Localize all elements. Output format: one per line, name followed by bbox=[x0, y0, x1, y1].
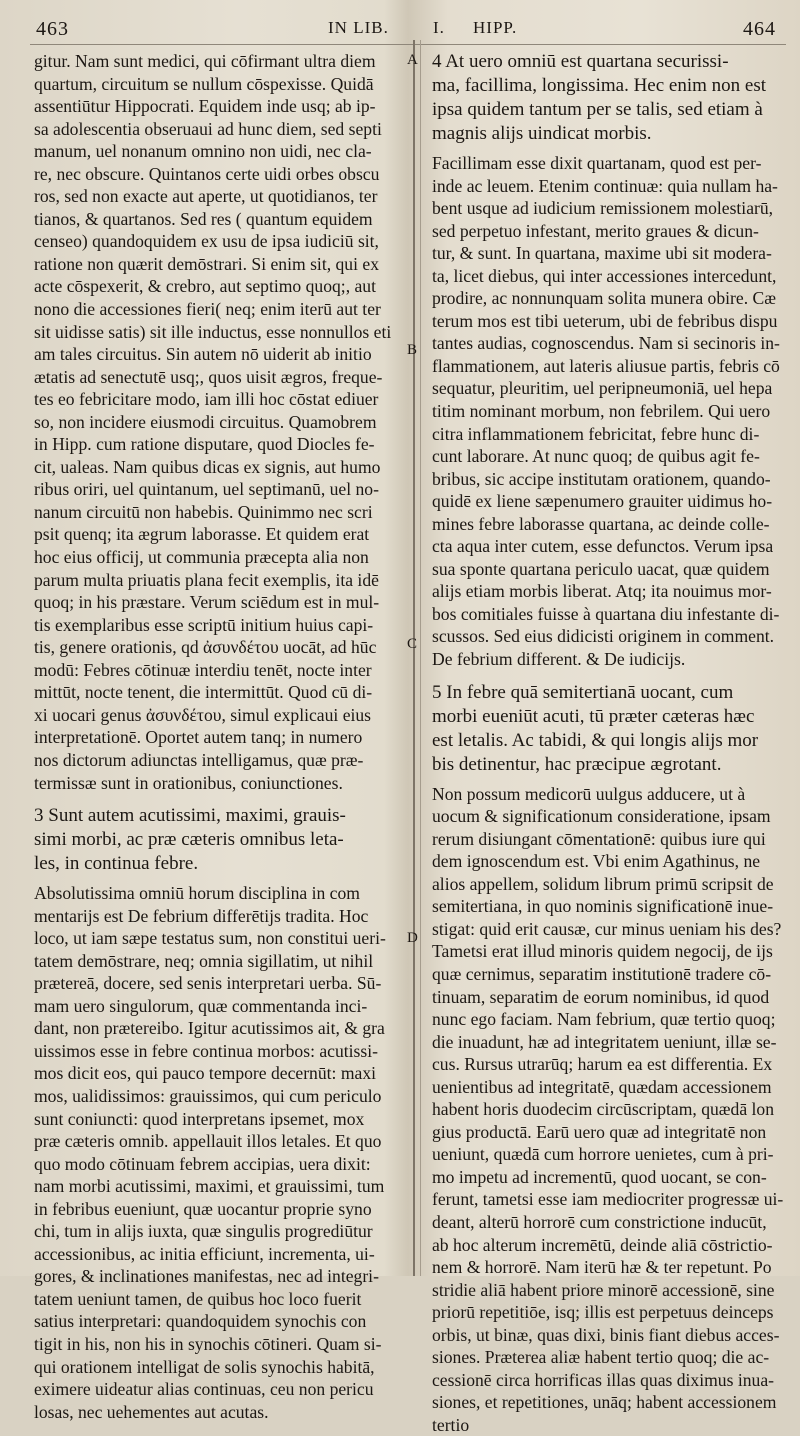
text-line: prodire, ac nonnunquam solita munera obire. Cæ bbox=[432, 288, 776, 309]
text-line: quartum, circuitum se nullum cōspexisse. Quidā bbox=[34, 73, 374, 94]
text-line: ætatis ad senectutē usq;, quos uisit ægros, freque- bbox=[34, 366, 383, 387]
column-divider bbox=[413, 40, 415, 1276]
text-line: gius productā. Earū uero quæ ad integritatē non bbox=[432, 1121, 767, 1142]
text-line: sa adolescentia obseruaui ad hunc diem, sed septi bbox=[34, 118, 382, 139]
text-line: præ cæteris omnib. appellauit illos letales. Et quo bbox=[34, 1131, 382, 1152]
text-line: re, nec obscure. Quintanos certe uidi orbes obscu bbox=[34, 163, 380, 184]
text-line: mos, ualidissimos: grauissimos, qui cum periculo bbox=[34, 1085, 382, 1106]
text-line: Tametsi erat illud minoris quidem negocij, de ijs bbox=[432, 941, 773, 962]
column-divider-inner bbox=[420, 40, 421, 1276]
text-line: De febrium different. & De iudicijs. bbox=[432, 649, 686, 670]
text-line: accessionibus, ac initia efficiunt, incrementa, ui- bbox=[34, 1243, 375, 1264]
text-line: uenientibus ad integritatē, quædam accessionem bbox=[432, 1076, 772, 1097]
text-line: simi morbi, ac præ cæteris omnibus leta- bbox=[34, 829, 344, 851]
running-title-book: I. bbox=[433, 18, 445, 37]
text-line: loco, ut iam sæpe testatus sum, non constitui ueri- bbox=[34, 928, 386, 949]
text-line: mo impetu ad incrementū, quod uocant, se con- bbox=[432, 1166, 767, 1187]
text-line: ab hoc alterum incremētū, deinde aliā cōstrictio- bbox=[432, 1234, 773, 1255]
text-line: magnis alijs uindicat morbis. bbox=[432, 123, 652, 144]
page-number-left: 463 bbox=[36, 18, 69, 40]
text-line: ipsa quidem tantum per se talis, sed etiam à bbox=[432, 99, 763, 120]
text-line: tis exemplaribus esse scriptū initium huius capi- bbox=[34, 614, 374, 635]
text-line: cunt laborare. At nunc quoq; de quibus agit fe- bbox=[432, 446, 760, 467]
text-line: censeo) quandoquidem ex usu de ipsa iudiciū sit, bbox=[34, 231, 379, 252]
text-line: tantes audias, cognoscendus. Nam si secinoris in- bbox=[432, 333, 780, 354]
text-line: 3 Sunt autem acutissimi, maximi, grauis- bbox=[34, 805, 346, 827]
text-line: hoc eius officij, ut communia præcepta alia non bbox=[34, 547, 369, 568]
right-column bbox=[432, 50, 786, 1436]
text-line: nem & horrorē. Nam iterū hæ & ter repetunt. Po bbox=[432, 1257, 772, 1278]
text-line: tur, & sunt. In quartana, maxime ubi sit modera- bbox=[432, 243, 772, 264]
text-line: sed perpetuo infestant, merito graues & dicun- bbox=[432, 220, 759, 241]
text-line: quoq; in his præstare. Verum sciēdum est in mul- bbox=[34, 592, 380, 613]
text-line: stigat: quid erit causæ, cur minus ueniam his des? bbox=[432, 918, 782, 939]
text-line: sunt coniuncti: quod interpretans ipsemet, mox bbox=[34, 1108, 365, 1129]
commentary-block bbox=[432, 152, 786, 671]
left-column bbox=[34, 50, 400, 1423]
text-line: am tales circuitus. Sin autem nō uiderit ab initio bbox=[34, 344, 372, 365]
text-line: bribus, sic accipe institutam orationem, quando- bbox=[432, 468, 771, 489]
header-rule bbox=[30, 44, 786, 45]
text-line: prætereā, docere, sed senis interpretari uerba. Sū- bbox=[34, 973, 382, 994]
running-header bbox=[28, 18, 782, 44]
text-line: nos dictorum adiunctas intelligamus, quæ præ- bbox=[34, 749, 364, 770]
margin-letter: C bbox=[407, 636, 418, 652]
text-line: ueniunt, quædā cum horrore uenietes, cum à pri- bbox=[432, 1144, 774, 1165]
text-line: mentarijs est De febrium differētijs tradita. Hoc bbox=[34, 905, 369, 926]
text-line: termissæ sunt in orationibus, coniunctiones. bbox=[34, 772, 343, 793]
margin-letter: B bbox=[407, 342, 418, 358]
text-line: psit quenq; ita ægrum laborasse. Et quidem erat bbox=[34, 524, 370, 545]
text-line: dant, non prætereibo. Igitur acutissimos ait, & gra bbox=[34, 1018, 385, 1039]
text-line: quo modo cōtinuam febrem accipias, uera dixit: bbox=[34, 1153, 371, 1174]
text-line: gitur. Nam sunt medici, qui cōfirmant ultra diem bbox=[34, 51, 376, 71]
text-line: so, non incidere eiusmodi circuitus. Quamobrem bbox=[34, 411, 377, 432]
running-title: IN LIB. bbox=[328, 18, 389, 37]
text-line: rerum disiungant cōmentationē: quibus iure qui bbox=[432, 828, 766, 849]
text-line: les, in continua febre. bbox=[34, 853, 199, 875]
text-line: cus. Rursus utrarūq; harum ea est differentia. Ex bbox=[432, 1054, 773, 1075]
text-line: sua sponte quartana periculo uacat, quæ quidem bbox=[432, 558, 770, 579]
text-line: ribus oriri, uel quintanum, uel septimanū, uel no- bbox=[34, 479, 379, 500]
text-line: est letalis. Ac tabidi, & qui longis alijs mor bbox=[432, 729, 759, 751]
text-line: gores, & inclinationes manifestas, nec ad integri- bbox=[34, 1266, 379, 1287]
text-line: losas, nec uehementes aut acutas. bbox=[34, 1401, 269, 1422]
text-line: cta aqua inter cutem, esse defunctos. Verum ipsa bbox=[432, 536, 774, 557]
text-line: tianos, & quartanos. Sed res ( quantum equidem bbox=[34, 208, 373, 229]
aphorism-5 bbox=[432, 681, 786, 777]
commentary-block bbox=[34, 50, 400, 794]
text-line: terum mos est tibi ueterum, ubi de febribus dispu bbox=[432, 310, 778, 331]
text-line: bos comitiales fuisse à quartana diu infestante di- bbox=[432, 603, 780, 624]
text-line: siones, et repetitiones, unāq; habent accessionem bbox=[432, 1392, 777, 1413]
text-line: tatem ueniunt tamen, de quibus hoc loco fuerit bbox=[34, 1288, 362, 1309]
text-line: Facillimam esse dixit quartanam, quod est per- bbox=[432, 153, 762, 173]
text-line: orbis, ut binæ, quas dixi, binis fiant diebus acces- bbox=[432, 1324, 780, 1345]
text-line: satius interpretari: quandoquidem synochis con bbox=[34, 1311, 367, 1332]
aphorism-4 bbox=[432, 50, 786, 146]
text-line: nunc ego faciam. Nam febrium, quæ tertio quoq; bbox=[432, 1009, 776, 1030]
text-line: flammationem, aut lateris aliusue partis, febris cō bbox=[432, 355, 780, 376]
text-line: dem ignoscendum est. Vbi enim Agathinus, ne bbox=[432, 851, 761, 872]
text-line: alijs etiam morbis liberat. Atq; ita nouimus mor- bbox=[432, 581, 772, 602]
text-line: tertio bbox=[432, 1414, 470, 1435]
text-line: mines febre laborasse quartana, ac deinde colle- bbox=[432, 513, 770, 534]
text-line: bent usque ad iudicium remissionem molestiarū, bbox=[432, 198, 774, 219]
text-line: quidē ex liene sæpenumero grauiter uidimus ho- bbox=[432, 491, 773, 512]
text-line: ratione non quærit demōstrari. Si enim sit, qui ex bbox=[34, 253, 379, 274]
commentary-block bbox=[432, 783, 786, 1436]
text-line: tis, genere orationis, qd ἀσυνδέτου uocāt, ad hūc bbox=[34, 637, 377, 658]
text-line: 5 In febre quā semitertianā uocant, cum bbox=[432, 681, 734, 703]
text-line: mos dicit eos, qui pauco tempore decernūt: maxi bbox=[34, 1063, 377, 1084]
text-line: parum multa priuatis plana fecit exemplis, ita idē bbox=[34, 569, 379, 590]
text-line: Absolutissima omniū horum disciplina in com bbox=[34, 883, 360, 904]
text-line: tatem demōstrare, neq; omnia sigillatim, ut nihil bbox=[34, 950, 374, 971]
text-line: nono die accessiones fieri( neq; enim iterū aut ter bbox=[34, 299, 381, 320]
text-line: siones. Præterea aliæ habent tertio quoq; die ac- bbox=[432, 1347, 770, 1368]
text-line: mam uero singulorum, quæ commentanda inci- bbox=[34, 995, 368, 1016]
text-line: in Hipp. cum ratione disputare, quod Diocles fe- bbox=[34, 434, 375, 455]
running-title-author: HIPP. bbox=[473, 18, 518, 37]
margin-letter: D bbox=[407, 930, 418, 946]
text-line: modū: Febres cōtinuæ interdiu tenēt, nocte inter bbox=[34, 659, 372, 680]
text-line: cit, ualeas. Nam quibus dicas ex signis, aut humo bbox=[34, 456, 381, 477]
text-line: inde ac leuem. Etenim continuæ: quia nullam ha- bbox=[432, 175, 778, 196]
text-line: chi, tum in alijs iuxta, quæ singulis progrediūtur bbox=[34, 1221, 373, 1242]
text-line: deant, alterū horrorē cum constrictione inducūt, bbox=[432, 1211, 767, 1232]
text-line: manum, uel nonanum omnino non uidi, nec cla- bbox=[34, 141, 372, 162]
text-line: tes eo febricitare modo, iam illi hoc cōstat ediuer bbox=[34, 389, 379, 410]
text-line: nanum circuitū non habebis. Quinimmo nec scri bbox=[34, 501, 373, 522]
text-line: quæ cernimus, separatim institutionē tradere cō- bbox=[432, 963, 772, 984]
text-line: 4 At uero omniū est quartana securissi- bbox=[432, 51, 729, 72]
page-number-right: 464 bbox=[743, 18, 776, 40]
aphorism-3 bbox=[34, 804, 400, 876]
text-line: titim nominant morbum, non febrilem. Qui uero bbox=[432, 401, 771, 422]
text-line: eximere uideatur alias continuas, ceu non pericu bbox=[34, 1379, 374, 1400]
text-line: die inuadunt, hæ ad integritatem ueniunt, illæ se- bbox=[432, 1031, 777, 1052]
text-line: stridie aliā habent priore minorē accessionē, sine bbox=[432, 1279, 775, 1300]
text-line: ma, facillima, longissima. Hec enim non est bbox=[432, 75, 767, 96]
text-line: ros, sed non exacte aut aperte, ut quotidianos, ter bbox=[34, 186, 378, 207]
text-line: tigit in his, non his in synochis cōtineri. Quam si- bbox=[34, 1333, 382, 1354]
text-line: morbi eueniūt acuti, tū præter cæteras hæc bbox=[432, 705, 755, 727]
text-line: Non possum medicorū uulgus adducere, ut à bbox=[432, 783, 746, 804]
text-line: acte cōspexerit, & crebro, aut septimo quoq;, aut bbox=[34, 276, 376, 297]
text-line: in febribus eueniunt, quæ uocantur proprie syno bbox=[34, 1198, 372, 1219]
text-line: uissimos esse in febre continua morbos: acutissi- bbox=[34, 1040, 378, 1061]
text-line: habent horis duodecim circūscriptam, quædā lon bbox=[432, 1099, 775, 1120]
commentary-block bbox=[34, 882, 400, 1423]
text-line: ferunt, tametsi esse iam mediocriter progressæ ui- bbox=[432, 1189, 784, 1210]
text-line: ta, licet diebus, qui inter accessiones intercedunt, bbox=[432, 265, 777, 286]
text-line: sequatur, pleuritim, uel peripneumoniā, uel hepa bbox=[432, 378, 773, 399]
text-line: bis detinentur, hac præcipue ægrotant. bbox=[432, 753, 722, 775]
text-line: cessionē circa horrificas illas quas diximus inua- bbox=[432, 1369, 774, 1390]
text-line: uocum & significationum consideratione, ipsam bbox=[432, 806, 771, 827]
text-line: qui orationem intelligat de solis synochis habitā, bbox=[34, 1356, 375, 1377]
text-line: semitertiana, in quo nominis significationē inue- bbox=[432, 896, 774, 917]
text-line: interpretationē. Oportet autem tanq; in numero bbox=[34, 727, 363, 748]
text-line: scussos. Sed eius didicisti originem in comment. bbox=[432, 626, 775, 647]
text-line: mittūt, nocte tenent, die intermittūt. Quod cū di- bbox=[34, 682, 373, 703]
text-line: alios appellem, solidum librum primū scripsit de bbox=[432, 873, 774, 894]
text-line: xi uocari genus ἀσυνδέτου, simul explicaui eius bbox=[34, 704, 372, 725]
text-line: nam morbi acutissimi, maximi, et grauissimi, tum bbox=[34, 1176, 385, 1197]
margin-letter: A bbox=[407, 52, 418, 68]
text-line: sit uidisse satis) sit ille inductus, esse nonnullos eti bbox=[34, 321, 392, 342]
text-line: citra inflammationem febricitat, febre hunc di- bbox=[432, 423, 760, 444]
text-line: tinuam, separatim de eorum nominibus, id quod bbox=[432, 986, 770, 1007]
text-line: priorū repetitiōe, isq; illis est perpetuus deinceps bbox=[432, 1302, 774, 1323]
text-line: assentiūtur Hippocrati. Equidem inde usq; ab ip- bbox=[34, 96, 376, 117]
